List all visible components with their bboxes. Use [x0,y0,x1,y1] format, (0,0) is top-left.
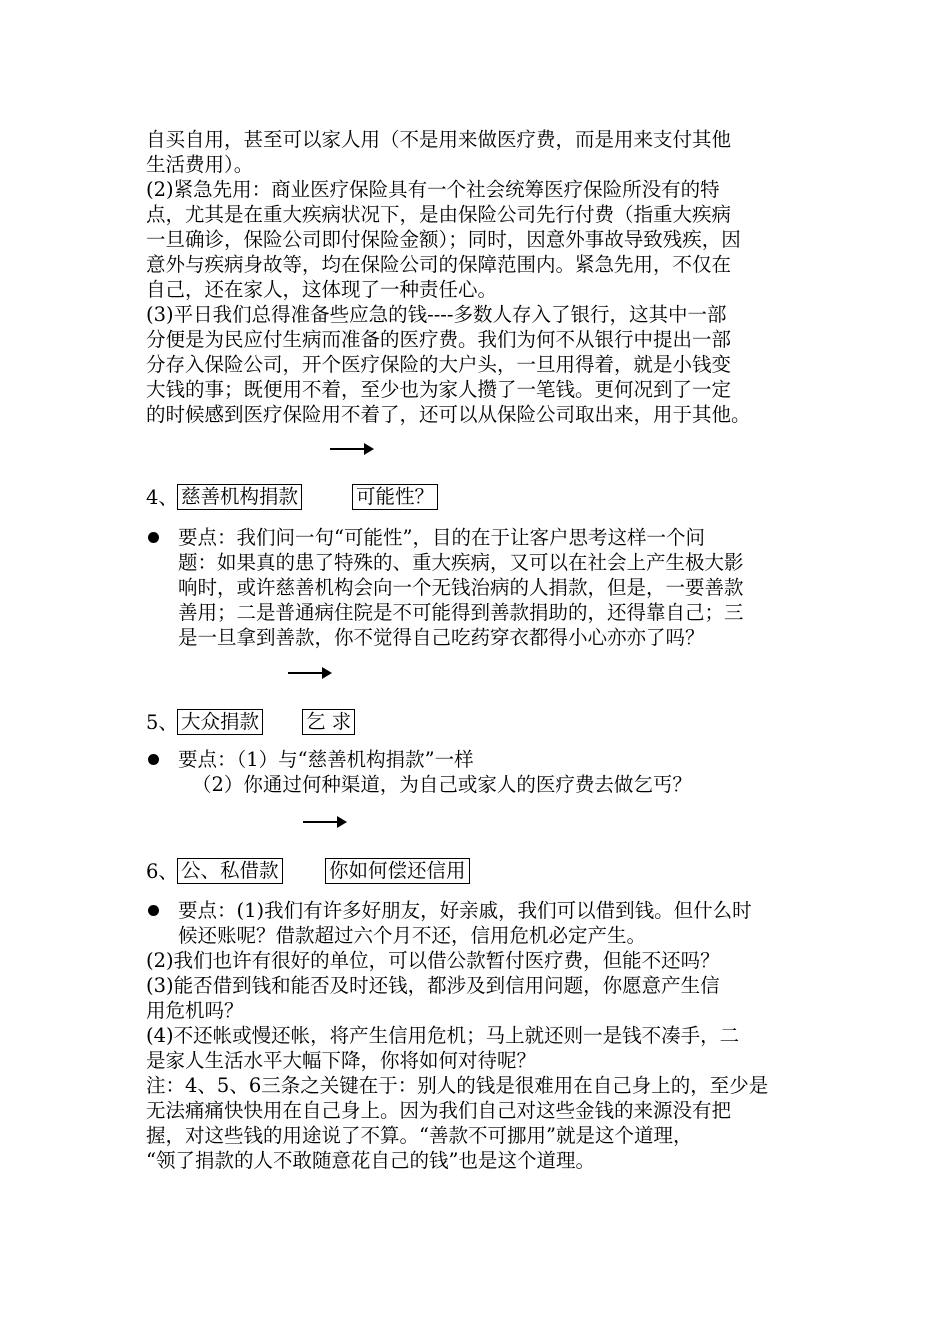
section5-heading [146,709,386,737]
text-line: 要点：（1）与“慈善机构捐款”一样 [178,748,474,771]
text-line: 要点：我们问一句“可能性”，目的在于让客户思考这样一个问 [178,526,705,549]
bullet-icon [148,905,159,916]
section3-paragraph [146,127,826,427]
text-line: 点，尤其是在重大疾病状况下，是由保险公司先行付费（指重大疾病 [146,203,732,226]
text-line: （2）你通过何种渠道，为自己或家人的医疗费去做乞丐？ [192,773,692,796]
text-line: 题：如果真的患了特殊的、重大疾病，又可以在社会上产生极大影 [178,551,744,574]
text-line: 意外与疾病身故等，均在保险公司的保障范围内。紧急先用，不仅在 [146,253,732,276]
note-line: 注：4、5、6三条之关键在于：别人的钱是很难用在自己身上的，至少是 [146,1074,769,1097]
text-line: (2)紧急先用：商业医疗保险具有一个社会统筹医疗保险所没有的特 [146,178,720,201]
bullet-icon [148,754,159,765]
right-arrow-icon [303,816,347,828]
response-box: 可能性？ [352,484,438,510]
objection-box: 公、私借款 [177,858,283,884]
response-box: 你如何偿还信用 [325,858,470,884]
text-line: 的时候感到医疗保险用不着了，还可以从保险公司取出来，用于其他。 [146,403,751,426]
note-line: 握，对这些钱的用途说了不算。“善款不可挪用”就是这个道理， [146,1124,693,1147]
objection-box: 大众捐款 [177,709,263,735]
bullet-text [178,525,818,650]
section-number: 5、 [146,711,178,734]
bullet-icon [148,532,159,543]
text-line: 用危机吗？ [146,999,244,1022]
section6-heading [146,858,506,886]
note-line: 无法痛痛快快用在自己身上。因为我们自己对这些金钱的来源没有把 [146,1099,732,1122]
text-line: 自己，还在家人，这体现了一种责任心。 [146,278,498,301]
section4-heading [146,484,466,512]
text-line: (3)能否借到钱和能否及时还钱，都涉及到信用问题，你愿意产生信 [146,974,720,997]
text-line: 分存入保险公司，开个医疗保险的大户头，一旦用得着，就是小钱变 [146,353,732,376]
text-line: 是家人生活水平大幅下降，你将如何对待呢？ [146,1049,537,1072]
right-arrow-icon [330,443,374,455]
text-line: 要点：(1)我们有许多好朋友，好亲戚，我们可以借到钱。但什么时 [178,899,752,922]
text-line: 大钱的事；既便用不着，至少也为家人攒了一笔钱。更何况到了一定 [146,378,732,401]
section-number: 6、 [146,860,178,883]
objection-box: 慈善机构捐款 [177,484,302,510]
bullet-text [178,747,818,797]
text-line: 候还账呢？借款超过六个月不还，信用危机必定产生。 [178,924,647,947]
text-line: 响时，或许慈善机构会向一个无钱治病的人捐款，但是，一要善款 [178,576,744,599]
section-number: 4、 [146,486,178,509]
text-line: 善用；二是普通病住院是不可能得到善款捐助的，还得靠自己；三 [178,601,744,624]
text-line: (3)平日我们总得准备些应急的钱----多数人存入了银行，这其中一部 [146,303,727,326]
text-line: 一旦确诊，保险公司即付保险金额）；同时，因意外事故导致残疾，因 [146,228,741,251]
text-line: (2)我们也许有很好的单位，可以借公款暂付医疗费，但能不还吗？ [146,949,720,972]
text-line: (4)不还帐或慢还帐，将产生信用危机；马上就还则一是钱不凑手，二 [146,1024,740,1047]
response-box: 乞 求 [302,709,355,735]
section6-paragraph [146,948,826,1173]
right-arrow-icon [288,667,332,679]
text-line: 自买自用，甚至可以家人用（不是用来做医疗费，而是用来支付其他 [146,128,732,151]
text-line: 分便是为民应付生病而准备的医疗费。我们为何不从银行中提出一部 [146,328,732,351]
text-line: 生活费用）。 [146,153,254,176]
bullet-text [178,898,818,948]
text-line: 是一旦拿到善款，你不觉得自己吃药穿衣都得小心亦亦了吗？ [178,626,705,649]
note-line: “领了捐款的人不敢随意花自己的钱”也是这个道理。 [146,1149,595,1172]
